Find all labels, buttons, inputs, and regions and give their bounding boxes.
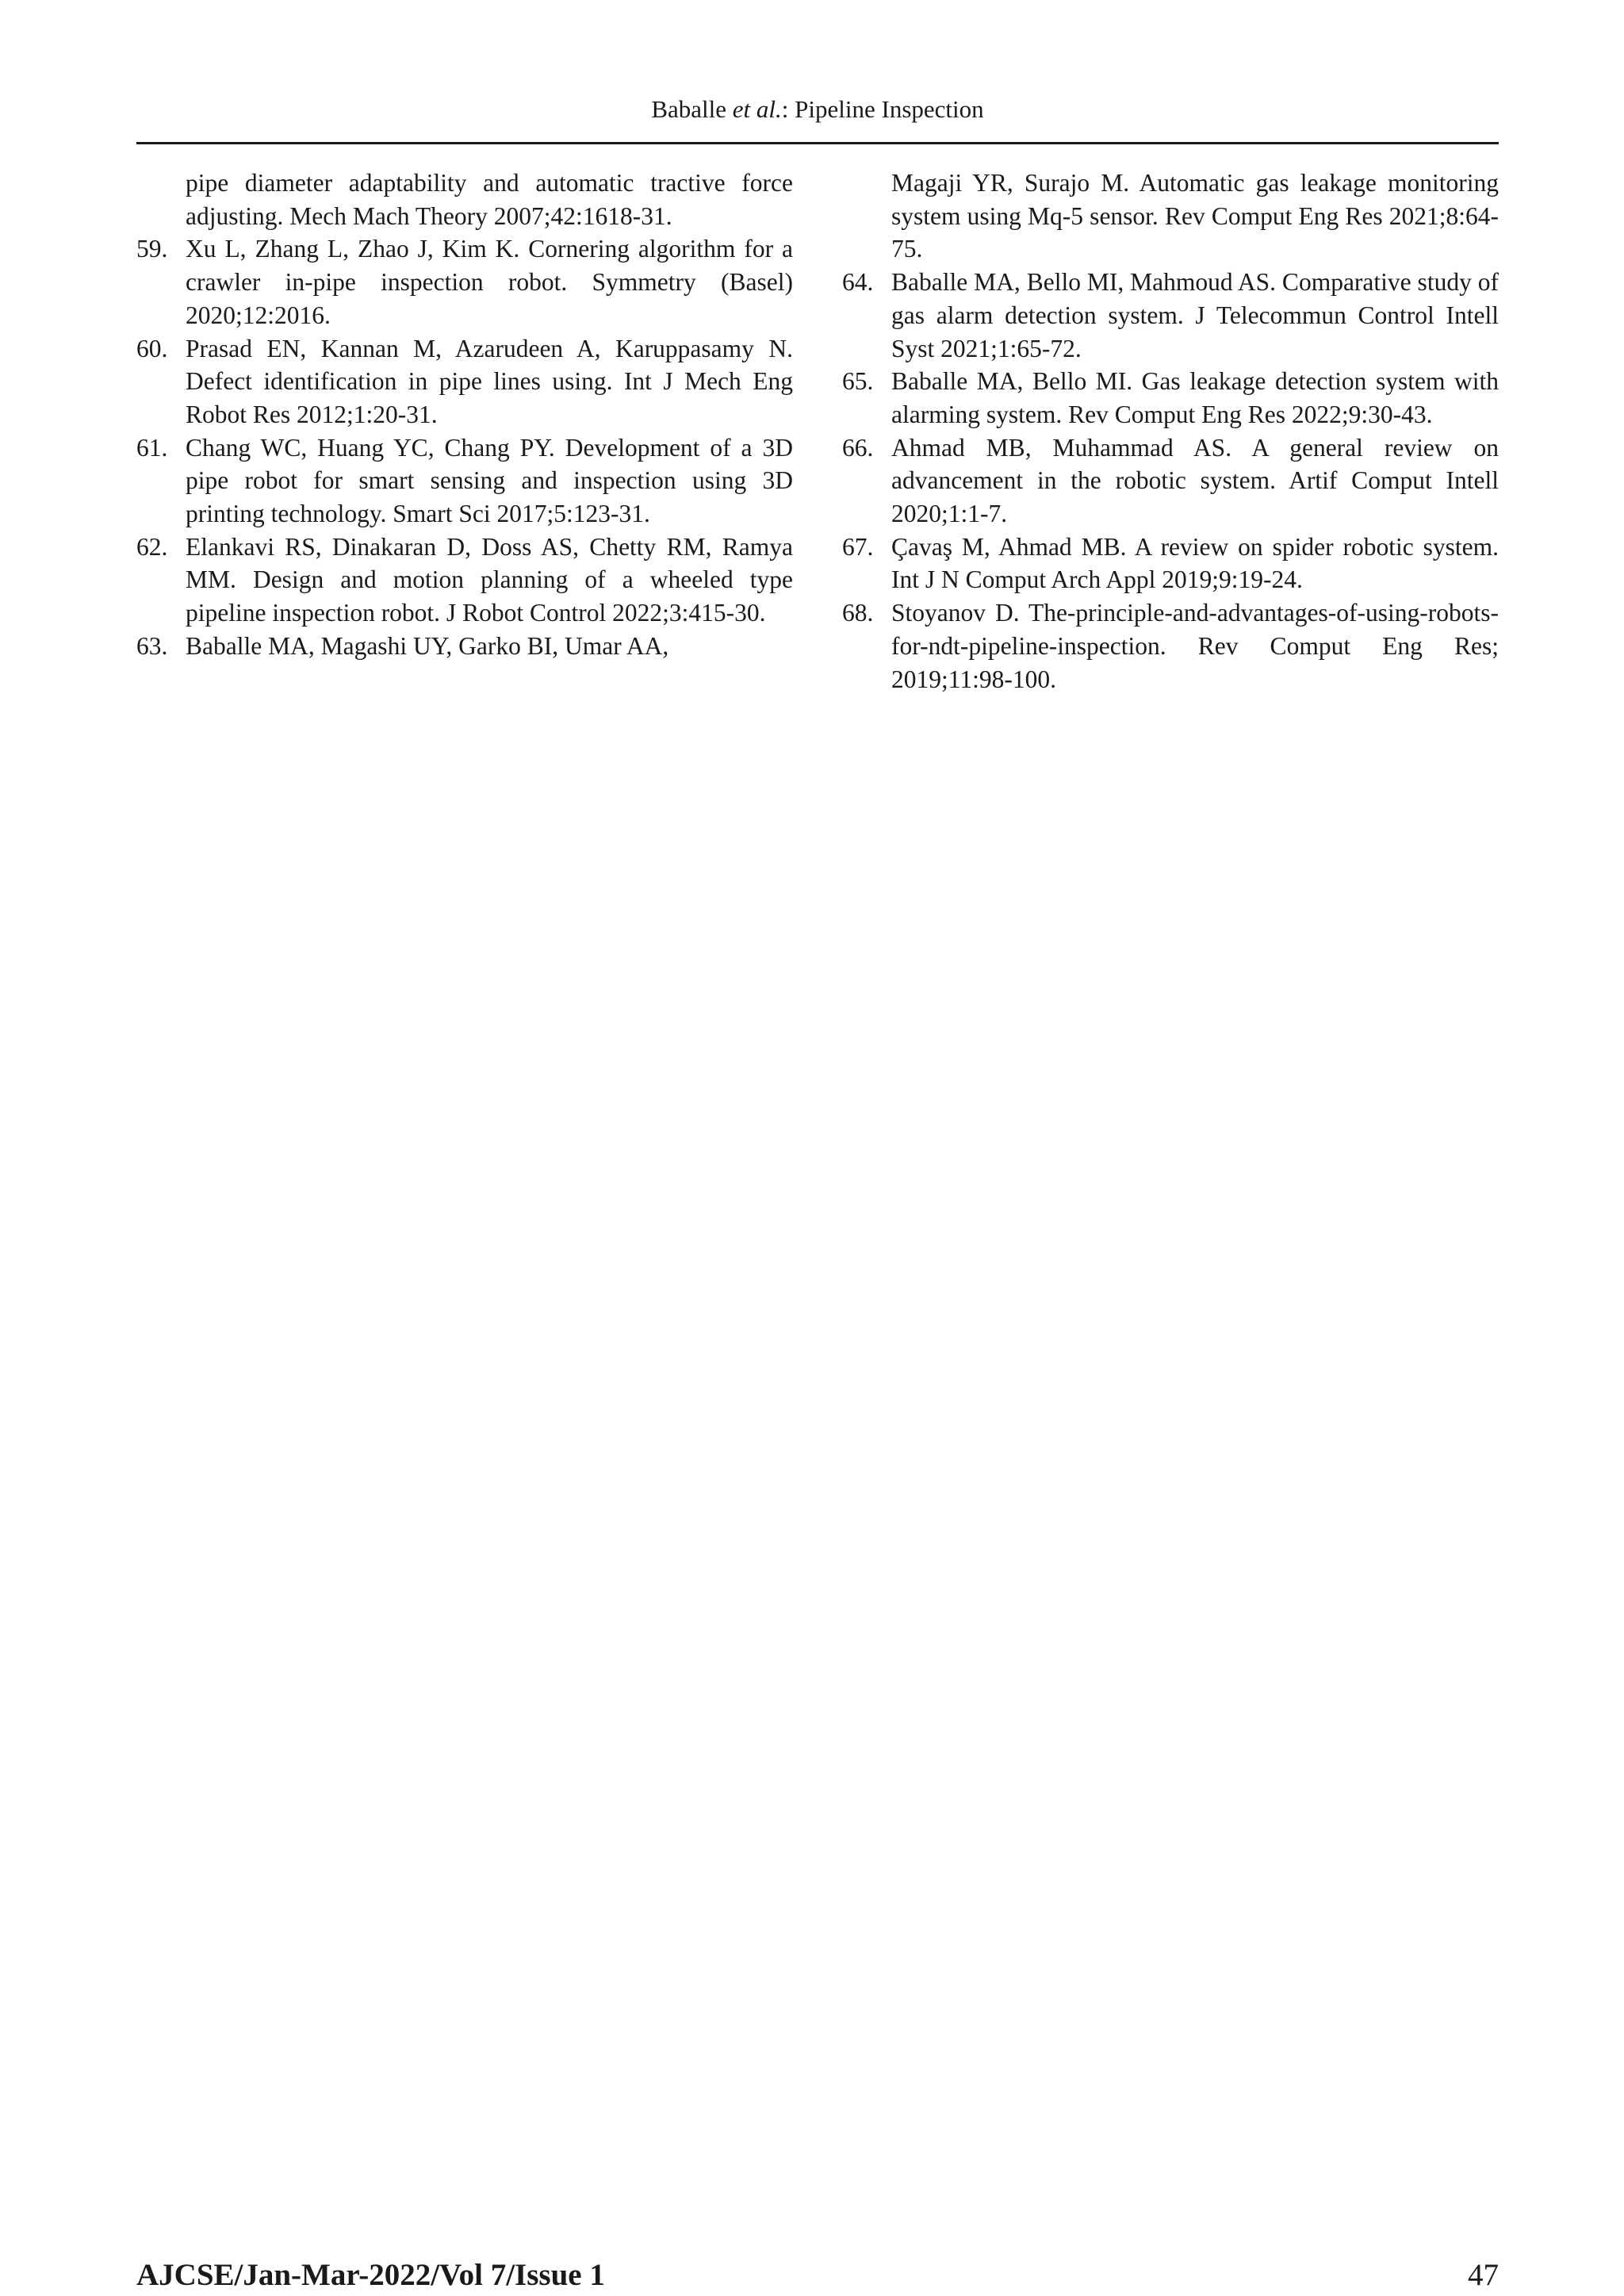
reference-item [842, 596, 1499, 696]
reference-text: Elankavi RS, Dinakaran D, Doss AS, Chetty RM, Ramya MM. Design and motion planning of a wheeled type pipeline inspection robot. J Robot Control 2022;3:415-30. [186, 532, 793, 627]
reference-number: 65. [842, 367, 874, 396]
reference-text: Chang WC, Huang YC, Chang PY. Development of a 3D pipe robot for smart sensing and inspection using 3D printing technology. Smart Sci 2017;5:123-31. [186, 433, 793, 528]
reference-text: Çavaş M, Ahmad MB. A review on spider robotic system. Int J N Comput Arch Appl 2019;9:19-24. [891, 532, 1499, 594]
running-head [136, 94, 1499, 125]
reference-item [842, 167, 1499, 266]
reference-text: Baballe MA, Bello MI, Mahmoud AS. Comparative study of gas alarm detection system. J Telecommun Control Intell Syst 2021;1:65-72. [891, 268, 1499, 362]
reference-item [136, 332, 793, 431]
reference-number: 63. [136, 631, 168, 660]
reference-number: 67. [842, 532, 874, 561]
reference-text: Prasad EN, Kannan M, Azarudeen A, Karuppasamy N. Defect identification in pipe lines using. Int J Mech Eng Robot Res 2012;1:20-31. [186, 334, 793, 428]
reference-item [842, 365, 1499, 431]
reference-item [842, 266, 1499, 365]
page-number: 47 [1468, 2258, 1499, 2292]
reference-text: Magaji YR, Surajo M. Automatic gas leakage monitoring system using Mq-5 sensor. Rev Comput Eng Res 2021;8:64-75. [891, 169, 1499, 263]
reference-item [136, 167, 793, 232]
reference-number: 66. [842, 433, 874, 462]
references-right-column [842, 167, 1499, 696]
reference-number: 62. [136, 532, 168, 561]
footer-journal-info: AJCSE/Jan-Mar-2022/Vol 7/Issue 1 [136, 2258, 605, 2292]
header-rule [136, 142, 1499, 144]
reference-text: Baballe MA, Magashi UY, Garko BI, Umar AA, [186, 631, 669, 660]
reference-text: Baballe MA, Bello MI. Gas leakage detection system with alarming system. Rev Comput Eng Res 2022;9:30-43. [891, 367, 1499, 428]
reference-text: Xu L, Zhang L, Zhao J, Kim K. Cornering algorithm for a crawler in-pipe inspection robot. Symmetry (Basel) 2020;12:2016. [186, 235, 793, 329]
reference-item [136, 232, 793, 332]
reference-item [136, 531, 793, 630]
reference-item [842, 431, 1499, 531]
reference-item [136, 431, 793, 531]
reference-number: 64. [842, 268, 874, 297]
reference-item [842, 531, 1499, 596]
references-left-column [136, 167, 793, 663]
running-head-author: Baballe [651, 95, 727, 123]
reference-number: 59. [136, 235, 168, 263]
reference-text: pipe diameter adaptability and automatic tractive force adjusting. Mech Mach Theory 2007;42:1618-31. [186, 169, 793, 230]
reference-text: Ahmad MB, Muhammad AS. A general review on advancement in the robotic system. Artif Comput Intell 2020;1:1-7. [891, 433, 1499, 528]
running-head-etal: et al. [732, 95, 782, 123]
reference-number: 68. [842, 599, 874, 627]
reference-number: 60. [136, 334, 168, 362]
reference-number: 61. [136, 433, 168, 462]
running-head-title: : Pipeline Inspection [781, 95, 984, 123]
reference-text: Stoyanov D. The-principle-and-advantages-of-using-robots-for-ndt-pipeline-inspection. Rev Comput Eng Res; 2019;11:98-100. [891, 599, 1499, 693]
reference-item [136, 630, 793, 663]
